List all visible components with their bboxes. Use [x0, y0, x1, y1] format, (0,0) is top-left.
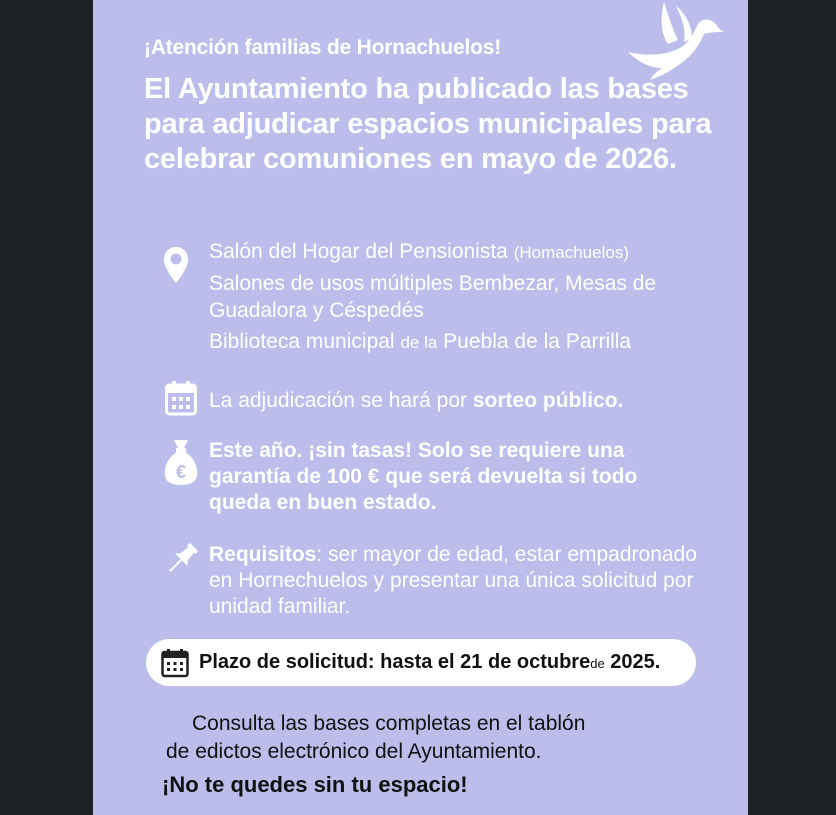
dove-icon	[620, 0, 728, 80]
location-biblioteca: Biblioteca municipal de la Puebla de la Parrilla	[209, 330, 632, 353]
calendar-icon	[165, 380, 197, 416]
footer-line-1: Consulta las bases completas en el tablón	[192, 712, 586, 735]
pushpin-icon	[163, 540, 201, 578]
map-pin-icon	[163, 246, 189, 284]
requisitos-text: Requisitos: ser mayor de edad, estar empadronado en Hornechuelos y presentar una única solicitud por unidad familiar.	[209, 543, 697, 618]
locations-list	[209, 237, 729, 358]
calendar-icon	[161, 648, 189, 678]
sorteo-text: La adjudicación se hará por sorteo público.	[209, 389, 624, 412]
tasas-text: Este año. ¡sin tasas! Solo se requiere una garantía de 100 € que será devuelta si todo queda en buen estado.	[209, 439, 638, 514]
deadline-text: Plazo de solicitud: hasta el 21 de octubrede 2025.	[199, 651, 661, 673]
footer-line-2: de edictos electrónico del Ayuntamiento.	[166, 740, 542, 763]
deadline-banner	[146, 639, 696, 686]
location-salones: Salones de usos múltiples Bembezar, Mesas de Guadalora y Céspedés	[209, 272, 657, 322]
poster	[93, 0, 748, 815]
money-bag-euro-icon	[163, 438, 199, 486]
headline: El Ayuntamiento ha publicado las bases para adjudicar espacios municipales para celebrar comuniones en mayo de 2026.	[144, 73, 712, 175]
footer-cta: ¡No te quedes sin tu espacio!	[162, 772, 468, 797]
location-salon: Salón del Hogar del Pensionista (Homachuelos)	[209, 240, 629, 263]
svg-text:€: €	[175, 462, 187, 482]
greeting-title: ¡Atención familias de Hornachuelos!	[144, 36, 502, 59]
